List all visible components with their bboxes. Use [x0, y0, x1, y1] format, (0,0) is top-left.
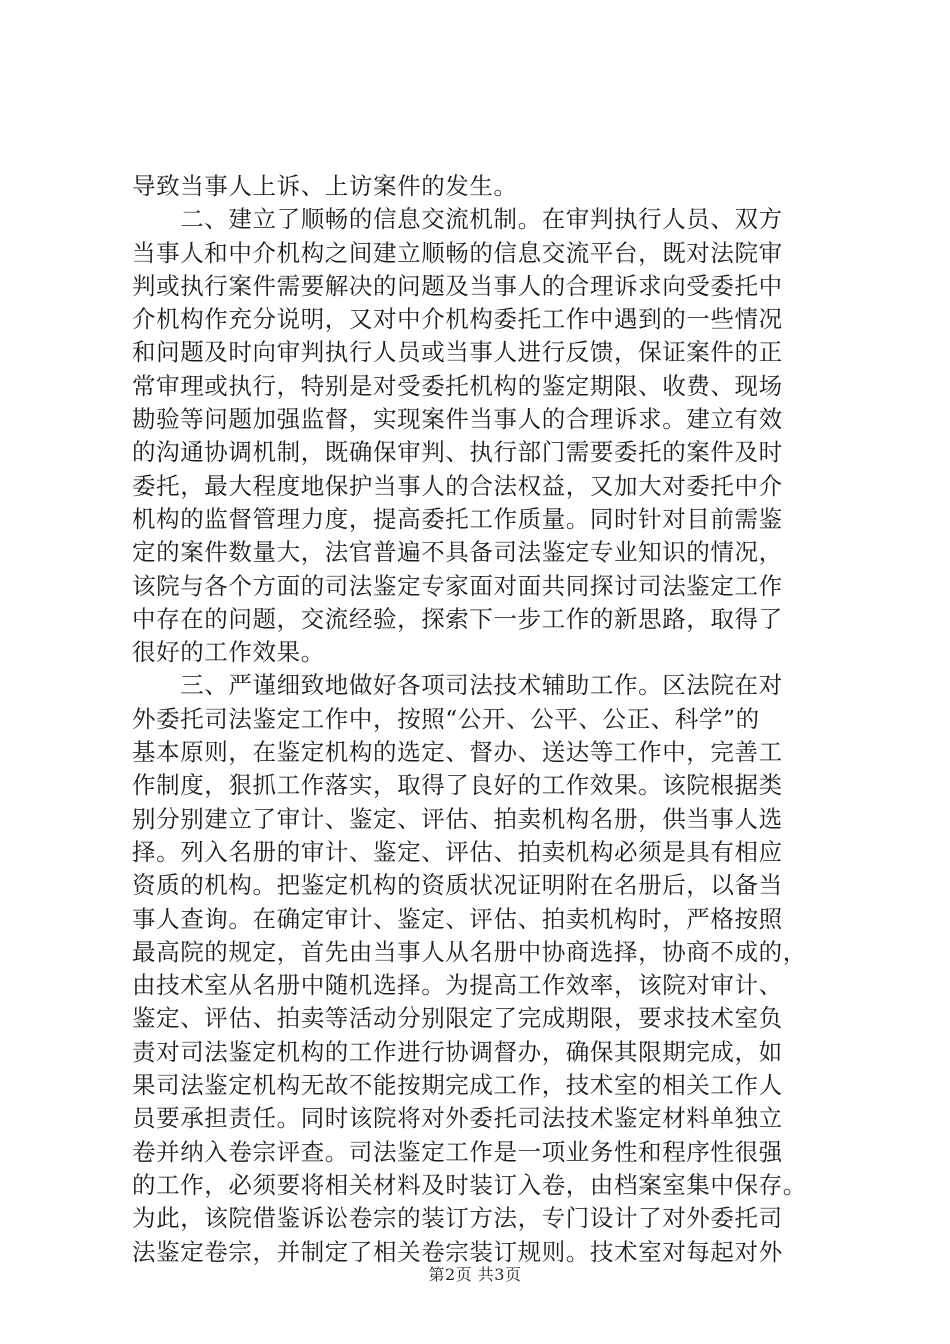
text-line: 常审理或执行，特别是对受委托机构的鉴定期限、收费、现场: [132, 371, 783, 400]
text-line: 中存在的问题，交流经验，探索下一步工作的新思路，取得了: [132, 604, 783, 633]
text-line: 该院与各个方面的司法鉴定专家面对面共同探讨司法鉴定工作: [132, 571, 783, 600]
text-line: 很好的工作效果。: [132, 638, 325, 667]
text-line: 法鉴定卷宗，并制定了相关卷宗装订规则。技术室对每起对外: [132, 1237, 783, 1266]
text-line: 介机构作充分说明，又对中介机构委托工作中遇到的一些情况: [132, 305, 783, 334]
text-line: 当事人和中介机构之间建立顺畅的信息交流平台，既对法院审: [132, 238, 783, 267]
text-line: 外委托司法鉴定工作中，按照“公开、公平、公正、科学”的: [132, 704, 760, 733]
text-line: 委托，最大程度地保护当事人的合法权益，又加大对委托中介: [132, 471, 783, 500]
body-text: [132, 170, 832, 1269]
text-line: 鉴定、评估、拍卖等活动分别限定了完成期限，要求技术室负: [132, 1004, 783, 1033]
text-line: 为此，该院借鉴诉讼卷宗的装订方法，专门设计了对外委托司: [132, 1204, 783, 1233]
text-line: 事人查询。在确定审计、鉴定、评估、拍卖机构时，严格按照: [132, 904, 783, 933]
text-line: 责对司法鉴定机构的工作进行协调督办，确保其限期完成，如: [132, 1037, 783, 1066]
text-line: 定的案件数量大，法官普遍不具备司法鉴定专业知识的情况，: [132, 538, 783, 567]
text-line: 员要承担责任。同时该院将对外委托司法技术鉴定材料单独立: [132, 1104, 783, 1133]
text-line: 作制度，狠抓工作落实，取得了良好的工作效果。该院根据类: [132, 771, 783, 800]
page-footer: 第2页 共3页: [428, 1265, 522, 1284]
text-line: 机构的监督管理力度，提高委托工作质量。同时针对目前需鉴: [132, 504, 783, 533]
text-line: 三、严谨细致地做好各项司法技术辅助工作。区法院在对: [132, 671, 783, 700]
text-line: 的沟通协调机制，既确保审判、执行部门需要委托的案件及时: [132, 438, 783, 467]
text-line: 导致当事人上诉、上访案件的发生。: [132, 172, 518, 200]
text-line: 果司法鉴定机构无故不能按期完成工作，技术室的相关工作人: [132, 1071, 783, 1100]
text-line: 的工作，必须要将相关材料及时装订入卷，由档案室集中保存。: [132, 1170, 807, 1199]
text-line: 卷并纳入卷宗评查。司法鉴定工作是一项业务性和程序性很强: [132, 1137, 783, 1166]
text-line: 别分别建立了审计、鉴定、评估、拍卖机构名册，供当事人选: [132, 804, 783, 833]
text-line: 择。列入名册的审计、鉴定、评估、拍卖机构必须是具有相应: [132, 837, 783, 866]
text-line: 资质的机构。把鉴定机构的资质状况证明附在名册后，以备当: [132, 871, 783, 900]
text-line: 由技术室从名册中随机选择。为提高工作效率，该院对审计、: [132, 971, 783, 1000]
text-line: 和问题及时向审判执行人员或当事人进行反馈，保证案件的正: [132, 338, 783, 367]
text-line: 二、建立了顺畅的信息交流机制。在审判执行人员、双方: [132, 205, 783, 234]
text-line: 最高院的规定，首先由当事人从名册中协商选择，协商不成的，: [132, 937, 807, 966]
text-line: 判或执行案件需要解决的问题及当事人的合理诉求向受委托中: [132, 271, 783, 300]
text-line: 勘验等问题加强监督，实现案件当事人的合理诉求。建立有效: [132, 405, 783, 434]
text-line: 基本原则，在鉴定机构的选定、督办、送达等工作中，完善工: [132, 738, 783, 767]
